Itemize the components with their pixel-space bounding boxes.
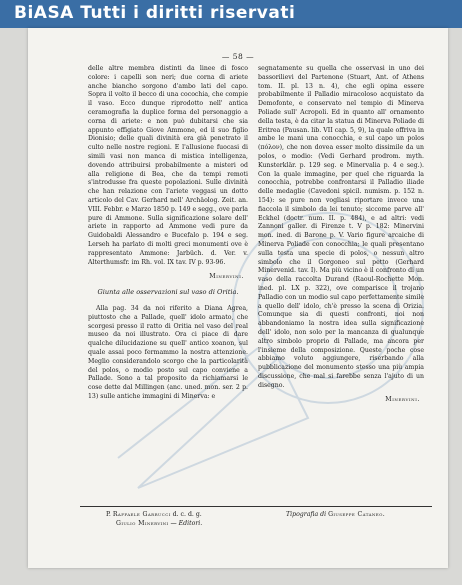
library-banner: [0, 0, 462, 28]
editor-prefix: P.: [106, 511, 111, 518]
printer-credit: [286, 510, 385, 519]
editor-name-2: Giulio Minervini: [116, 520, 169, 527]
banner-title: BiASA Tutti i diritti riservati: [14, 3, 296, 23]
scanned-page: [28, 28, 448, 568]
editor-name-1: Raffaele Garrucci: [112, 511, 171, 518]
page-number: — 58 —: [221, 52, 255, 61]
right-column: [258, 65, 424, 505]
printer-prefix: Tipografia di: [286, 511, 327, 518]
left-column: [88, 65, 248, 505]
left-signature: Minervini.: [209, 273, 244, 281]
right-signature: Minervini.: [385, 396, 420, 404]
editors-credit: [106, 510, 202, 528]
right-paragraph-1: segnatamente su quella che osservasi in uno dei bassorilievi del Partenone (Stuart, Ant. of Athens tom. II. pl. 13 n. 4), che egli opina essere probabilmente il Palladio miracoloso acquistato da Demofonte, e conservato nel tempio di Minerva Poliade sull' Acropoli. Ed in quanto all' ornamento della testa, è da citar la statua di Minerva Poliade di Eritrea (Pausan. lib. VII cap. 5, 9), la quale offriva in ambe le mani una conocchia, e sul capo un polos (πόλον), che non dovea esser molto dissimile da un polos, o modio: (Vedi Gerhard prodrom. myth. Kunsterklär. p. 129 seg. e Minervalia p. 4 e seg.). Con la quale immagine, per quel che riguarda la conocchia, potrebbe confrontarsi il Palladio iliade delle medaglie (Cavedoni spicil. numism. p. 152 n. 154): se pure non vogliasi riportare invece una fiaccola il simbolo da lei tenuto; siccome parve all' Eckhel (doctr. num. II. p. 484), e ad altri: vedi Zannoni galler. di Firenze t. V p. 182: Minervini mon. ined. di Barone p. V. Vario figure arcaiche di Minerva Poliade con conocchia; le quali presentano sulla testa una specie di polos, o nessun altro simbolo che il Gorgoneo sul petto (Gerhard Minervenid. tav. I). Ma più vicino è il confronto di un vaso della raccolta Durand (Raoul-Rochette Mon. ined. pl. LX p. 322), ove comparisce il trojano Palladio con un modio sul capo perfettamente simile a quello dell' idolo, ch'è presso la scena di Orizia. Comunque sia di questi confronti, noi non abbandoniamo la nostra idea sulla significazione dell' idolo, non solo per la mancanza di qualunque altro simbolo proprio di Pallade, ma ancora per l'insieme della composizione. Queste poche cose abbiamo voluto aggiungere, riserbando alla pubblicazione del monumento stesso una più ampia discussione, che mal si farebbe senza l'ajuto di un disegno.: [258, 65, 424, 389]
left-paragraph-1: delle altre membra distinti da linee di fosco colore: i capelli son neri; due corna di ariete anche biancho sorgono d'ambo lati del capo. Sopra il volto il becco di una cocochia, che compie il vaso. Ecco dunque riprodotto nell' antica ceramografia la duplice forma del personaggio a corna di ariete: e non può dubitarsi che sia appunto effigiato Giove Ammone, ed il suo figlio Dionisio; delle quali divinità era già penetrato il culto nelle nostre regioni. E l'allusione fuocasi di simili vasi non manca di mistica intelligenza, dovendo attribuirsi probabilmente a misteri od alla religione di Bea, che da tempi remoti s'introdusse fra queste popolazioni. Sulle divinità che han relazione con l'ariete veggasi un dotto articolo del Cav. Gerhard nell' Archäolog. Zeit. an. VIII. Febbr. e Marzo 1850 p. 149 e segg., ove parla pure di Ammone. Sulla significazione solare dell' ariete in rapporto ad Ammone vedi pure da Guidobaldi Alessandro e Bucefalo p. 194 e seg. Lerseh ha parlato di molti greci monumenti ove è rappresentato Ammone: Jarbüch. d. Ver. v. Alterthumsfr. im Rh. vol. IX tav. IV p. 93-96.: [88, 65, 248, 266]
editor-line-1: [106, 510, 202, 519]
footer-rule: [80, 506, 432, 507]
editor-suffix-2: — Editori.: [170, 520, 203, 527]
section-title: Giunta alle osservazioni sul vaso di Oritia.: [97, 288, 239, 297]
left-paragraph-2: Alla pag. 34 da noi riferito a Diana Agrea, piuttosto che a Pallade, quell' idolo armato, che scorgesi presso il ratto di Oritia nel vaso del real museo da noi illustrato. Ora ci piace di dare qualche dilucidazione su quell' antico xoanon, sul quale assai poco fermammo la nostra attenzione. Meglio considerandolo scorgo che la particolarità del polos, o modio posto sul capo conviene a Pallade. Sono a tal proposito da richiamarsi le cose dette dal Millingen (anc. uned. mon. ser. 2 p. 13) sulle antiche immagini di Minerva: e: [88, 304, 248, 400]
printer-name: Giuseppe Cataneo.: [328, 511, 386, 518]
editor-line-2: [106, 519, 202, 528]
editor-suffix-1: d. c. d. g.: [172, 511, 202, 518]
